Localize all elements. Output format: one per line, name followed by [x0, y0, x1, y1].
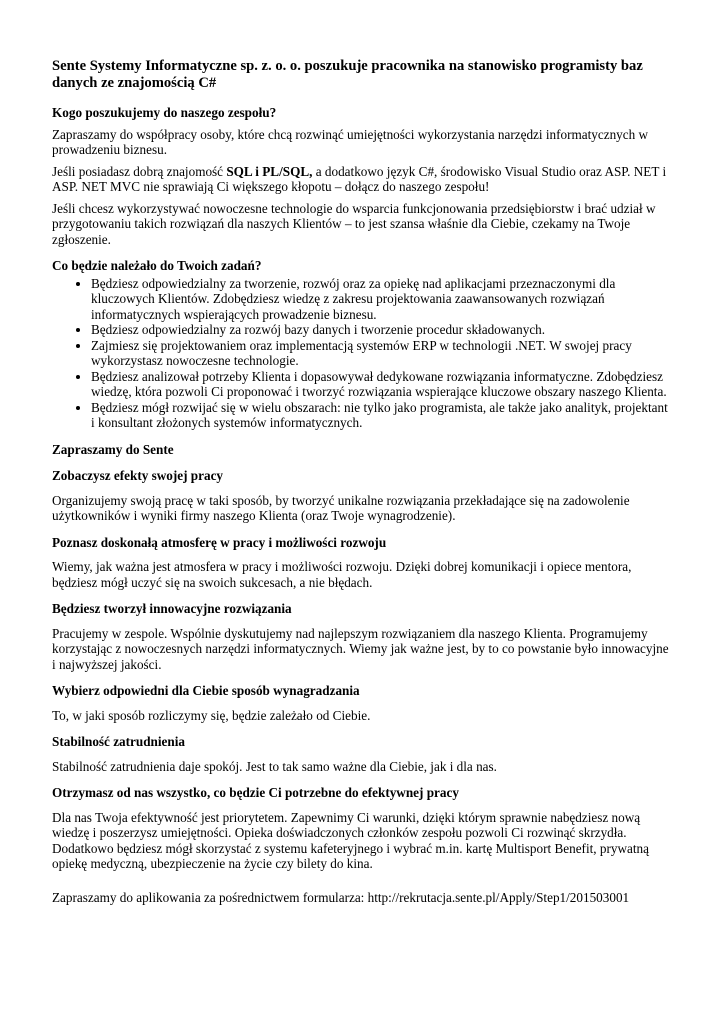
document-page — [52, 58, 672, 911]
intro-paragraph-3: Jeśli chcesz wykorzystywać nowoczesne technologie do wsparcia funkcjonowania przedsiębiorstw i brać udział w przygotowaniu takich rozwiązań dla naszych Klientów – to jest szansa właśnie dla Ciebie, czekamy na Twoje zgłoszenie. — [52, 200, 656, 247]
benefit-text: Stabilność zatrudnienia daje spokój. Jest to tak samo ważne dla Ciebie, jak i dla nas. — [52, 758, 497, 774]
intro-paragraph-1: Zapraszamy do współpracy osoby, które chcą rozwinąć umiejętności wykorzystania narzędzi informatycznych w prowadzeniu biznesu. — [52, 126, 649, 157]
list-item: • Będziesz mógł rozwijać się w wielu obszarach: nie tylko jako programista, ale także jako analityk, projektant i konsultant złożonych systemów informatycznych. — [91, 400, 672, 431]
intro-p2-bold: SQL i PL/SQL, — [226, 163, 313, 179]
intro-p2-post: a dodatkowo język C#, środowisko Visual Studio oraz ASP. NET i ASP. NET MVC nie sprawiają Ci większego kłopotu – dołącz do naszego zespołu! — [52, 163, 667, 194]
benefit-text: Organizujemy swoją pracę w taki sposób, by tworzyć unikalne rozwiązania przekładające się na zadowolenie użytkowników i wyniki firmy naszego Klienta (oraz Twoje wynagrodzenie). — [52, 492, 630, 523]
benefit-section — [52, 734, 672, 774]
benefit-section — [52, 535, 672, 591]
intro-heading: Kogo poszukujemy do naszego zespołu? — [52, 105, 277, 120]
intro-paragraph-2 — [52, 164, 672, 195]
benefit-text: To, w jaki sposób rozliczymy się, będzie zależało od Ciebie. — [52, 707, 371, 723]
invite-heading: Zapraszamy do Sente — [52, 441, 174, 457]
benefit-section — [52, 683, 672, 723]
list-item: • Będziesz odpowiedzialny za tworzenie, rozwój oraz za opiekę nad aplikacjami przeznaczonymi dla kluczowych Klientów. Zdobędziesz wiedzę z zakresu projektowania zaawansowanych rozwiązań informatycznych wspierających prowadzenie biznesu. — [91, 276, 672, 323]
benefit-heading: Będziesz tworzył innowacyjne rozwiązania — [52, 601, 292, 616]
benefit-heading: Otrzymasz od nas wszystko, co będzie Ci potrzebne do efektywnej pracy — [52, 785, 459, 800]
intro-p2-pre: Jeśli posiadasz dobrą znajomość — [52, 163, 227, 179]
list-item: • Będziesz analizował potrzeby Klienta i dopasowywał dedykowane rozwiązania informatyczne. Zdobędziesz wiedzę, która pozwoli Ci proponować i tworzyć rozwiązania wspierające kluczowe obszary naszego Klienta. — [91, 369, 672, 400]
intro-section — [52, 105, 672, 247]
benefit-heading: Stabilność zatrudnienia — [52, 734, 185, 749]
benefit-text: Pracujemy w zespole. Wspólnie dyskutujemy nad najlepszym rozwiązaniem dla naszego Klienta. Programujemy korzystając z nowoczesnych narzędzi informatycznych. Wiemy jak ważne jest, by to co powstanie było innowacyjne i najwyższej jakości. — [52, 625, 669, 672]
tasks-section — [52, 258, 672, 431]
application-footer: Zapraszamy do aplikowania za pośrednictwem formularza: http://rekrutacja.sente.pl/Apply/Step1/201503001 — [52, 889, 630, 905]
list-item: • Będziesz odpowiedzialny za rozwój bazy danych i tworzenie procedur składowanych. — [91, 322, 672, 338]
benefit-heading: Wybierz odpowiedni dla Ciebie sposób wynagradzania — [52, 683, 360, 698]
page-title: Sente Systemy Informatyczne sp. z. o. o. poszukuje pracownika na stanowisko programisty baz danych ze znajomością C# — [52, 58, 643, 91]
list-item: • Zajmiesz się projektowaniem oraz implementacją systemów ERP w technologii .NET. W swojej pracy wykorzystasz nowoczesne technologie. — [91, 338, 672, 369]
benefit-section — [52, 468, 672, 524]
benefit-heading: Zobaczysz efekty swojej pracy — [52, 468, 224, 483]
benefit-text: Wiemy, jak ważna jest atmosfera w pracy i możliwości rozwoju. Dzięki dobrej komunikacji i opiece mentora, będziesz mógł uczyć się na swoich sukcesach, a nie błędach. — [52, 559, 632, 590]
tasks-list — [52, 276, 672, 431]
benefit-section — [52, 785, 672, 872]
benefit-heading: Poznasz doskonałą atmosferę w pracy i możliwości rozwoju — [52, 534, 387, 550]
benefit-section — [52, 601, 672, 672]
benefit-text: Dla nas Twoja efektywność jest priorytetem. Zapewnimy Ci warunki, dzięki którym sprawnie nabędziesz nową wiedzę i poszerzysz umiejętności. Opieka doświadczonych członków zespołu pozwoli Ci rozwinąć skrzydła. Dodatkowo będziesz mógł skorzystać z systemu kafeteryjnego i wybrać m.in. kartę Multisport Benefit, prywatną opiekę medyczną, ubezpieczenie na życie czy bilety do kina. — [52, 809, 649, 871]
tasks-heading: Co będzie należało do Twoich zadań? — [52, 258, 262, 273]
